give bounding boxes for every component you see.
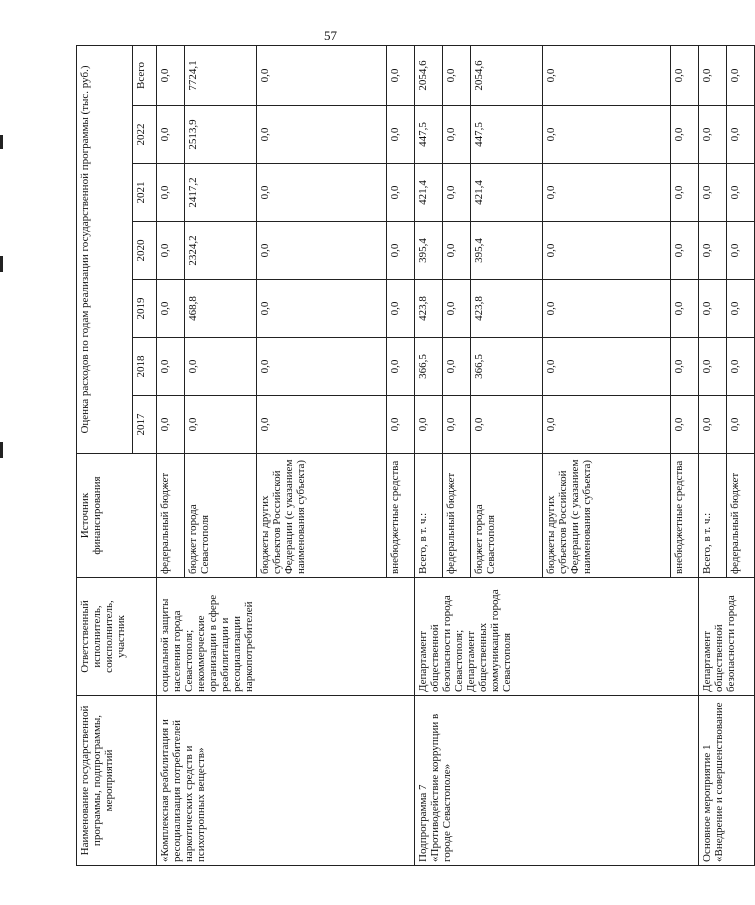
- value-cell: 0,0: [727, 280, 755, 338]
- value-cell: 0,0: [727, 222, 755, 280]
- value-cell: 0,0: [257, 106, 387, 164]
- value-cell: 0,0: [543, 280, 671, 338]
- header-year: 2018: [133, 338, 157, 396]
- funding-source-cell: внебюджетные средства: [387, 454, 415, 578]
- value-cell: 0,0: [387, 338, 415, 396]
- funding-source-cell: Всего, в т. ч.:: [699, 454, 727, 578]
- funding-source-cell: федеральный бюджет: [727, 454, 755, 578]
- value-cell: 2324,2: [185, 222, 257, 280]
- value-cell: 0,0: [543, 396, 671, 454]
- value-cell: 0,0: [257, 396, 387, 454]
- value-cell: 395,4: [471, 222, 543, 280]
- total-cell: 2054,6: [415, 46, 443, 106]
- header-year: 2020: [133, 222, 157, 280]
- program-name-cell: «Комплексная реабилитация и ресоциализация потребителей наркотических средств и психотропных веществ»: [157, 696, 415, 866]
- executor-cell: социальной защиты населения города Севастополя; некоммерческие организации в сфере реабилитации и ресоциализации наркопотребителей: [157, 578, 415, 696]
- value-cell: 0,0: [543, 164, 671, 222]
- value-cell: 423,8: [471, 280, 543, 338]
- value-cell: 0,0: [257, 222, 387, 280]
- value-cell: 0,0: [257, 164, 387, 222]
- rotated-table-wrapper: [76, 46, 741, 866]
- value-cell: 0,0: [543, 338, 671, 396]
- value-cell: 0,0: [699, 396, 727, 454]
- value-cell: 0,0: [387, 280, 415, 338]
- funding-source-cell: бюджет города Севастополя: [471, 454, 543, 578]
- value-cell: 0,0: [699, 106, 727, 164]
- value-cell: 2513,9: [185, 106, 257, 164]
- page-number: 57: [324, 28, 337, 43]
- value-cell: 447,5: [415, 106, 443, 164]
- value-cell: 0,0: [157, 106, 185, 164]
- header-year: 2021: [133, 164, 157, 222]
- table-row: [699, 46, 727, 866]
- executor-cell: Департамент общественной безопасности города Севастополя; Департамент общественных коммуникаций города Севастополя: [415, 578, 699, 696]
- program-name-cell: Основное мероприятие 1 «Внедрение и совершенствование: [699, 696, 755, 866]
- value-cell: 0,0: [699, 164, 727, 222]
- value-cell: 0,0: [727, 164, 755, 222]
- value-cell: 0,0: [443, 396, 471, 454]
- scan-edge-mark: [0, 135, 3, 149]
- value-cell: 421,4: [471, 164, 543, 222]
- value-cell: 0,0: [471, 396, 543, 454]
- value-cell: 0,0: [699, 338, 727, 396]
- value-cell: 0,0: [415, 396, 443, 454]
- header-year: 2019: [133, 280, 157, 338]
- value-cell: 2417,2: [185, 164, 257, 222]
- value-cell: 0,0: [387, 164, 415, 222]
- value-cell: 0,0: [387, 222, 415, 280]
- total-cell: 0,0: [257, 46, 387, 106]
- header-year: 2017: [133, 396, 157, 454]
- value-cell: 0,0: [671, 106, 699, 164]
- value-cell: 0,0: [543, 106, 671, 164]
- value-cell: 0,0: [185, 396, 257, 454]
- funding-source-cell: федеральный бюджет: [157, 454, 185, 578]
- value-cell: 0,0: [157, 396, 185, 454]
- value-cell: 0,0: [157, 338, 185, 396]
- value-cell: 0,0: [543, 222, 671, 280]
- value-cell: 0,0: [185, 338, 257, 396]
- header-executor: Ответственный исполнитель, соисполнитель, участник: [77, 578, 157, 696]
- value-cell: 0,0: [671, 396, 699, 454]
- value-cell: 0,0: [727, 338, 755, 396]
- value-cell: 0,0: [157, 164, 185, 222]
- value-cell: 395,4: [415, 222, 443, 280]
- funding-source-cell: внебюджетные средства: [671, 454, 699, 578]
- value-cell: 421,4: [415, 164, 443, 222]
- funding-source-cell: Всего, в т. ч.:: [415, 454, 443, 578]
- executor-cell: Департамент общественной безопасности города: [699, 578, 755, 696]
- value-cell: 447,5: [471, 106, 543, 164]
- value-cell: 0,0: [387, 106, 415, 164]
- value-cell: 0,0: [699, 280, 727, 338]
- value-cell: 0,0: [257, 338, 387, 396]
- total-cell: 0,0: [157, 46, 185, 106]
- value-cell: 366,5: [471, 338, 543, 396]
- total-cell: 0,0: [727, 46, 755, 106]
- value-cell: 0,0: [443, 338, 471, 396]
- table-row: [415, 46, 443, 866]
- total-cell: 7724,1: [185, 46, 257, 106]
- funding-source-cell: бюджет города Севастополя: [185, 454, 257, 578]
- value-cell: 0,0: [443, 106, 471, 164]
- header-estimate: Оценка расходов по годам реализации государственной программы (тыс. руб.): [77, 46, 133, 454]
- header-name: Наименование государственной программы, подпрограммы, мероприятий: [77, 696, 157, 866]
- value-cell: 0,0: [727, 396, 755, 454]
- funding-table: [76, 45, 755, 866]
- header-year: 2022: [133, 106, 157, 164]
- value-cell: 0,0: [671, 222, 699, 280]
- total-cell: 0,0: [443, 46, 471, 106]
- value-cell: 0,0: [443, 222, 471, 280]
- value-cell: 0,0: [257, 280, 387, 338]
- value-cell: 0,0: [443, 280, 471, 338]
- total-cell: 0,0: [387, 46, 415, 106]
- total-cell: 0,0: [671, 46, 699, 106]
- value-cell: 0,0: [671, 164, 699, 222]
- value-cell: 366,5: [415, 338, 443, 396]
- value-cell: 0,0: [699, 222, 727, 280]
- funding-source-cell: федеральный бюджет: [443, 454, 471, 578]
- value-cell: 0,0: [727, 106, 755, 164]
- value-cell: 423,8: [415, 280, 443, 338]
- value-cell: 0,0: [671, 280, 699, 338]
- total-cell: 0,0: [543, 46, 671, 106]
- scan-edge-mark: [0, 442, 3, 458]
- value-cell: 0,0: [671, 338, 699, 396]
- funding-source-cell: бюджеты других субъектов Российской Федерации (с указанием наименования субъекта): [257, 454, 387, 578]
- value-cell: 0,0: [157, 280, 185, 338]
- header-source: Источник финансирования: [77, 454, 157, 578]
- scan-edge-mark: [0, 256, 3, 272]
- total-cell: 0,0: [699, 46, 727, 106]
- funding-source-cell: бюджеты других субъектов Российской Федерации (с указанием наименования субъекта): [543, 454, 671, 578]
- table-row: [157, 46, 185, 866]
- value-cell: 0,0: [443, 164, 471, 222]
- table-body: [77, 46, 755, 866]
- program-name-cell: Подпрограмма 7 «Противодействие коррупции в городе Севастополе»: [415, 696, 699, 866]
- total-cell: 2054,6: [471, 46, 543, 106]
- header-total: Всего: [133, 46, 157, 106]
- value-cell: 468,8: [185, 280, 257, 338]
- value-cell: 0,0: [387, 396, 415, 454]
- value-cell: 0,0: [157, 222, 185, 280]
- header-row: [77, 46, 133, 866]
